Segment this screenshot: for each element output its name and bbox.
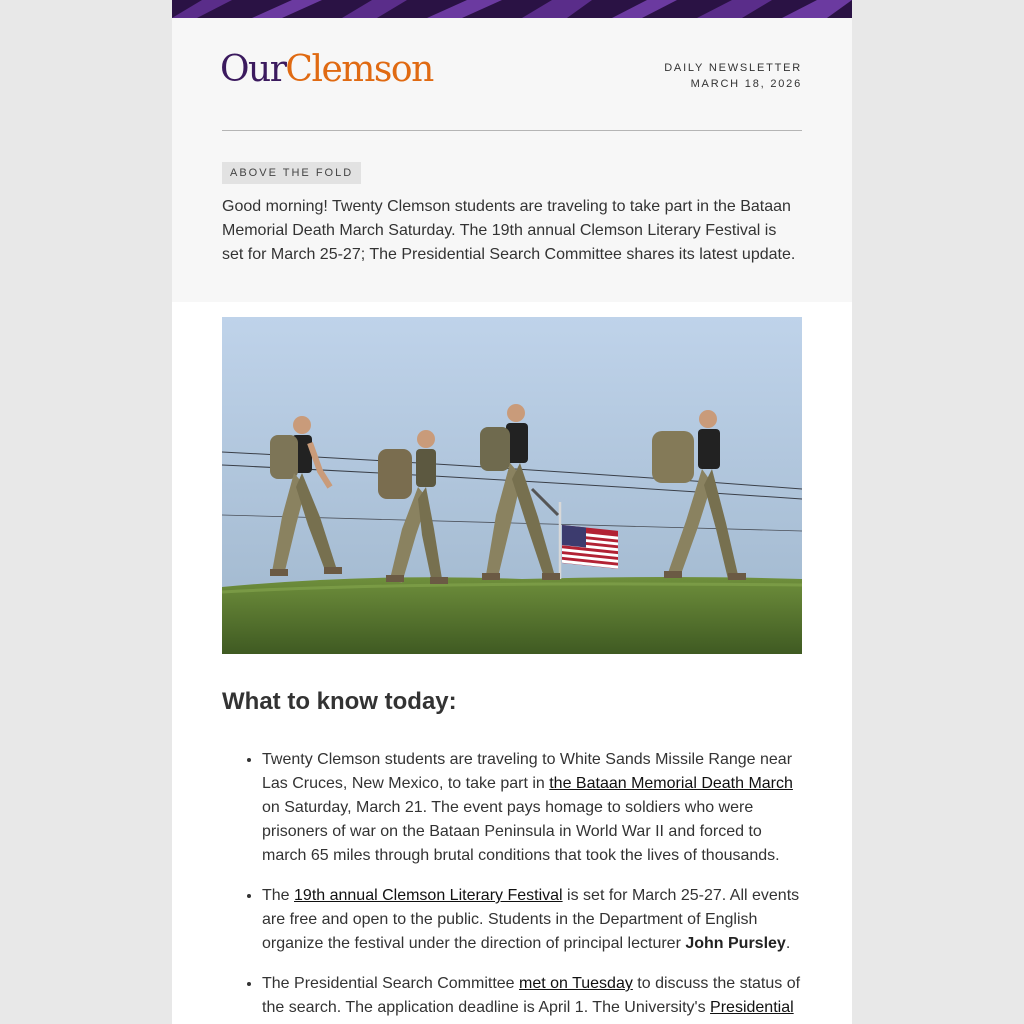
list-item (262, 884, 802, 956)
what-to-know-list (222, 748, 802, 1024)
what-to-know-heading: What to know today: (222, 688, 457, 715)
logo-our: Our (220, 49, 286, 90)
newsletter-kicker: DAILY NEWSLETTER (664, 62, 802, 74)
item-text: to discuss the status of the search. The application deadline is April 1. The University's (262, 975, 801, 1016)
item-text: Twenty Clemson students are traveling to White Sands Missile Range near Las Cruces, New Mexico, to take part in (262, 751, 793, 792)
newsletter-email (172, 0, 852, 1024)
newsletter-header (172, 18, 852, 302)
top-banner (172, 0, 852, 18)
literary-festival-link[interactable]: 19th annual Clemson Literary Festival (294, 887, 563, 904)
list-item (262, 748, 802, 868)
item-text: The (262, 887, 295, 904)
item-text: The Presidential Search Committee (262, 975, 519, 992)
search-committee-link[interactable]: met on Tuesday (519, 975, 633, 992)
bataan-march-link[interactable]: the Bataan Memorial Death March (549, 775, 793, 792)
item-text: on Saturday, March 21. The event pays homage to soldiers who were prisoners of war on the Bataan Peninsula in World War II and forced to march 65 miles through brutal conditions that took the lives of thousands. (262, 799, 780, 864)
above-the-fold-label: ABOVE THE FOLD (222, 162, 361, 184)
tiger-stripe-pattern (172, 0, 852, 18)
date-block (664, 60, 802, 92)
logo-clemson: Clemson (285, 49, 433, 90)
ourclemson-logo[interactable] (220, 49, 433, 90)
item-text: . (785, 935, 791, 952)
header-divider (222, 130, 802, 131)
hero-image[interactable] (222, 317, 802, 654)
intro-paragraph: Good morning! Twenty Clemson students are traveling to take part in the Bataan Memorial Death March Saturday. The 19th annual Clemson Literary Festival is set for March 25-27; The Presidential Search Committee shares its latest update. (222, 198, 796, 263)
newsletter-date: MARCH 18, 2026 (690, 78, 802, 90)
list-item (262, 972, 802, 1020)
item-text: is set for March 25-27. All events are free and open to the public. Students in the Department of English organize the festival under the direction of principal lecturer (262, 887, 800, 952)
person-name: John Pursley (685, 935, 786, 952)
presidential-link[interactable]: Presidential (710, 999, 794, 1016)
